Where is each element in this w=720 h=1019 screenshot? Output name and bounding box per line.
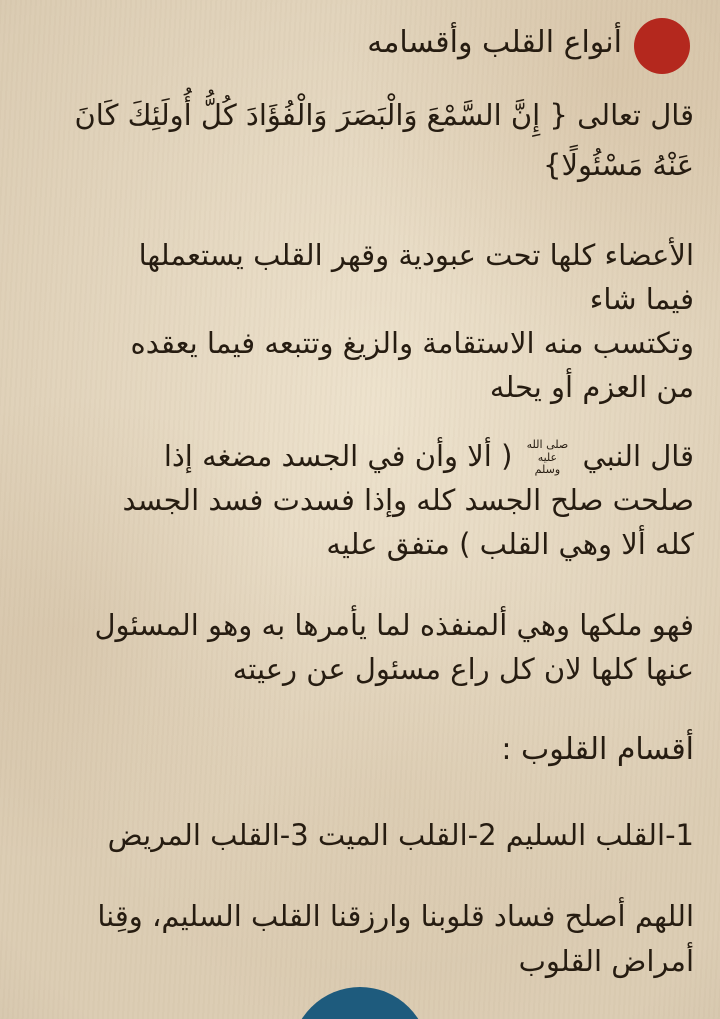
honorific-line: وسلم [534, 463, 561, 477]
hadith-line3: كله ألا وهي القلب ) متفق عليه [326, 527, 694, 561]
closing-dua: اللهم أصلح فساد قلوبنا وارزقنا القلب السليم، وقِنا أمراض القلوب [97, 899, 694, 978]
paragraph-heart-as-king: فهو ملكها وهي ألمنفذه لما يأمرها به وهو المسئول عنها كلها لان كل راع مسئول عن رعيته [94, 608, 694, 686]
paragraph-limbs-servitude: الأعضاء كلها تحت عبودية وقهر القلب يستعملها فيما شاء وتكتسب منه الاستقامة والزيغ وتتبعه فيما يعقده من العزم أو يحله [130, 238, 694, 404]
pbuh-honorific [527, 439, 569, 477]
section-heading-heart-types: أقسام القلوب : [501, 732, 694, 767]
heart-types-list: 1-القلب السليم 2-القلب الميت 3-القلب المريض [107, 818, 694, 852]
page-title: أنواع القلب وأقسامه [367, 25, 622, 60]
red-bullet-circle-icon [634, 18, 690, 74]
hadith-paragraph [26, 434, 694, 566]
hadith-line2: صلحت صلح الجسد كله وإذا فسدت فسد الجسد [122, 483, 694, 517]
hadith-line1: ( ألا وأن في الجسد مضغه إذا [163, 439, 513, 473]
hadith-prefix: قال النبي [582, 439, 694, 473]
quran-verse: قال تعالى { إِنَّ السَّمْعَ وَالْبَصَرَ وَالْفُؤَادَ كُلُّ أُولَئِكَ كَانَ عَنْهُ مَسْئُولًا} [74, 98, 694, 182]
honorific-line: عليه [537, 450, 558, 464]
blue-decorative-circle-icon [291, 987, 429, 1019]
honorific-line: صلى الله [526, 438, 569, 452]
